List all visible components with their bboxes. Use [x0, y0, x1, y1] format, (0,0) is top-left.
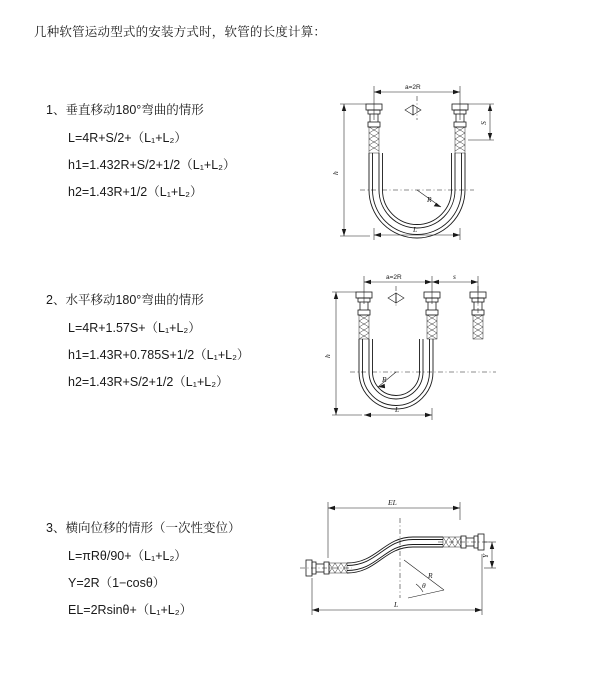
- case-3-formula-3: EL=2Rsinθ+（L₁+L₂）: [68, 603, 193, 617]
- case-3-title: 3、横向位移的情形（一次性变位）: [46, 521, 241, 535]
- case-2-text: [46, 290, 306, 399]
- case-2-top-dim-2-label: s: [453, 272, 456, 281]
- case-1-bottom-dim-label: L: [413, 225, 418, 234]
- case-2-side-dim-label: h: [323, 354, 332, 358]
- case-2-formula-1: L=4R+1.57S+（L₁+L₂）: [68, 321, 201, 335]
- case-3-bottom-dim-label: L: [394, 600, 399, 609]
- case-1-diagram: [300, 80, 520, 270]
- case-2-bottom-dim-label: L: [395, 405, 400, 414]
- case-1-formula-2: h1=1.432R+S/2+1/2（L₁+L₂）: [68, 158, 236, 172]
- case-1-top-dim-label: a=2R: [405, 84, 421, 91]
- case-3-formula-1: L=πRθ/90+（L₁+L₂）: [68, 549, 187, 563]
- case-1-title: 1、垂直移动180°弯曲的情形: [46, 103, 204, 117]
- case-2-formula-3: h2=1.43R+S/2+1/2（L₁+L₂）: [68, 375, 229, 389]
- case-3-radius-label: R: [428, 571, 433, 580]
- case-2-top-dim-1-label: a=2R: [386, 274, 402, 281]
- case-1-text: [46, 100, 306, 209]
- case-2-formula-2: h1=1.43R+0.785S+1/2（L₁+L₂）: [68, 348, 250, 362]
- case-1-radius-label: R: [427, 195, 432, 204]
- case-1-right-dim-label: S: [479, 121, 488, 125]
- case-1-formula-1: L=4R+S/2+（L₁+L₂）: [68, 131, 187, 145]
- case-2-radius-label: R: [382, 375, 387, 384]
- case-1-formula-3: h2=1.43R+1/2（L₁+L₂）: [68, 185, 203, 199]
- case-3-formula-2: Y=2R（1−cosθ）: [68, 576, 166, 590]
- page-title: 几种软管运动型式的安装方式时，软管的长度计算：: [34, 25, 327, 39]
- case-2-title: 2、水平移动180°弯曲的情形: [46, 293, 204, 307]
- case-2-diagram: [300, 270, 520, 460]
- case-1-side-dim-label: h: [331, 171, 340, 175]
- case-3-angle-label: θ: [422, 581, 426, 590]
- case-3-diagram: [292, 498, 522, 628]
- case-3-text: [46, 518, 306, 627]
- case-3-top-dim-label: EL: [388, 498, 397, 507]
- case-3-side-dim-label: Y: [481, 553, 490, 558]
